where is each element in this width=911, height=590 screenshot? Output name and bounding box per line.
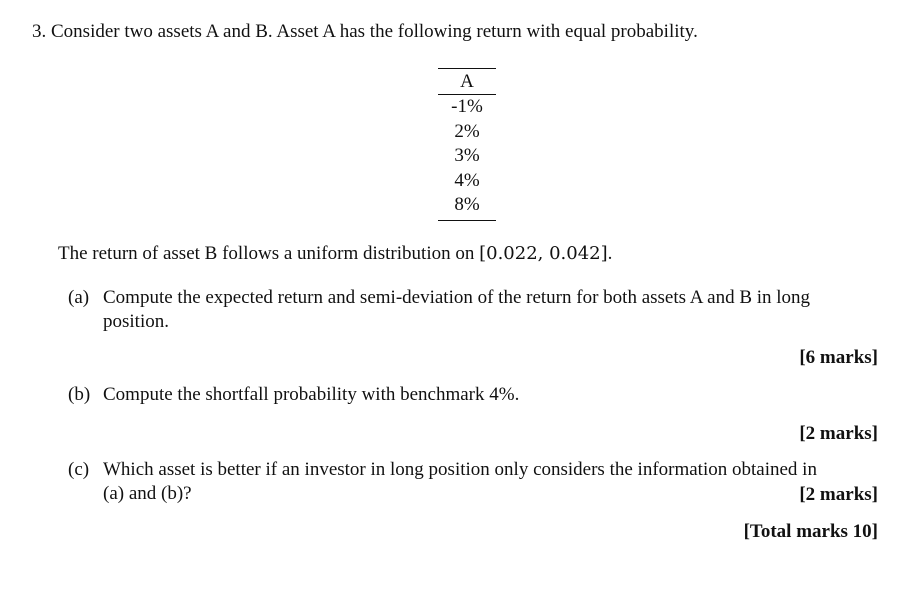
part-label: (b) [68, 384, 91, 405]
part-label: (a) [68, 287, 90, 308]
part-text [103, 286, 893, 334]
table-cell: 2% [454, 120, 480, 142]
intro-period: . [607, 243, 613, 264]
table-cell: 3% [454, 145, 480, 166]
part-line: Which asset is better if an investor in long position only considers the information obtained in [103, 459, 817, 480]
table-cell: 4% [454, 169, 480, 191]
marks-a: [6 marks] [799, 347, 878, 368]
part-text [103, 458, 893, 506]
table-cell: -1% [451, 96, 483, 117]
table-bottom-rule [438, 220, 496, 221]
table-cell: 8% [454, 194, 480, 215]
marks-b: [2 marks] [799, 423, 878, 444]
intro-text: The return of asset B follows a uniform distribution on [58, 243, 475, 264]
part-label: (c) [68, 459, 90, 480]
table-header: A [460, 71, 474, 92]
uniform-interval: [0.022, 0.042] [479, 243, 608, 264]
part-text [103, 383, 893, 407]
marks-c: [2 marks] [799, 484, 878, 505]
table-top-rule [438, 68, 496, 69]
part-line: Compute the expected return and semi-deviation of the return for both assets A and B in long [103, 287, 811, 308]
part-line: (a) and (b)? [103, 483, 192, 504]
asset-b-description [58, 242, 612, 266]
question-title: 3. Consider two assets A and B. Asset A has the following return with equal probability. [32, 21, 698, 42]
part-line: position. [103, 311, 169, 332]
part-line: Compute the shortfall probability with benchmark 4%. [103, 384, 520, 405]
returns-table [438, 68, 496, 221]
total-marks: [Total marks 10] [743, 521, 878, 542]
